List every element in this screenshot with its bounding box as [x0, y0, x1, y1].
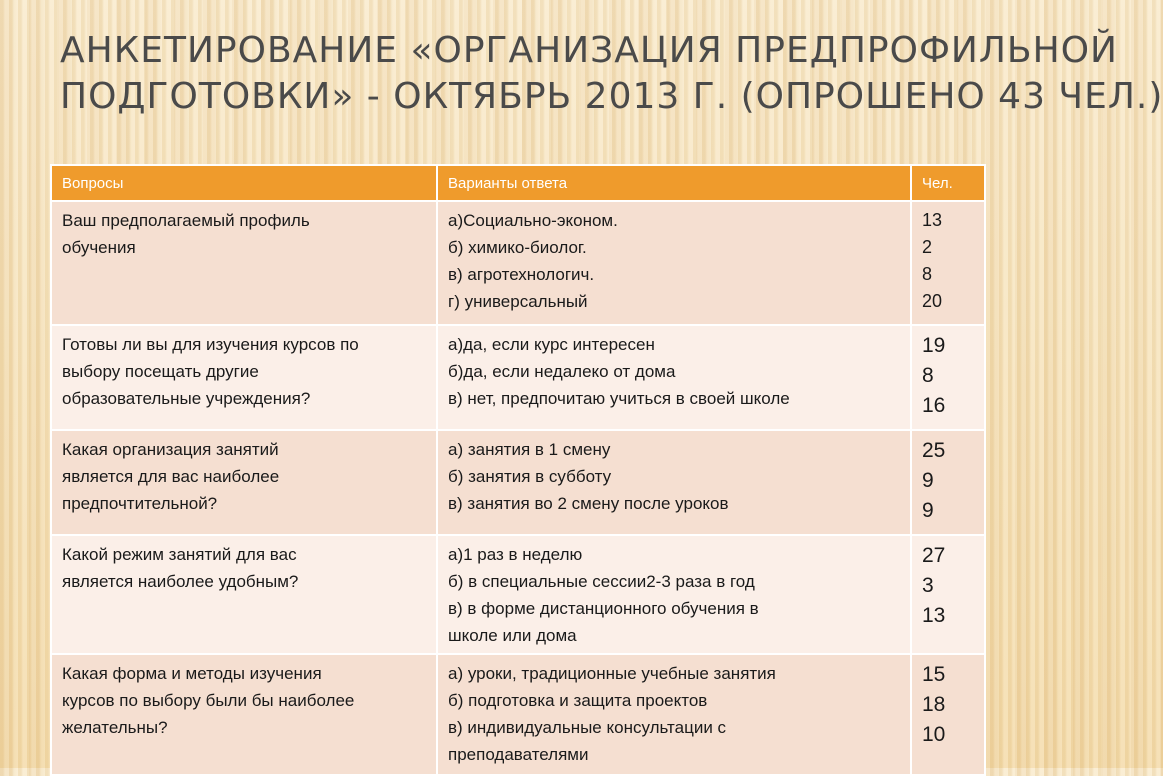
answers-cell: [437, 325, 911, 430]
answer-option: а) занятия в 1 смену: [448, 440, 611, 459]
count-value: 27: [922, 544, 946, 567]
slide-title: [60, 28, 1163, 120]
table-header-row: [51, 165, 985, 201]
count-cell: [911, 430, 985, 535]
table-row: [51, 654, 985, 775]
answer-option: в) нет, предпочитаю учиться в своей школе: [448, 389, 790, 408]
count-value: 13: [922, 604, 946, 627]
table-row: [51, 201, 985, 325]
table-row: [51, 535, 985, 654]
table-row: [51, 430, 985, 535]
answer-option: а)да, если курс интересен: [448, 335, 655, 354]
question-text: образовательные учреждения?: [62, 389, 311, 408]
question-text: предпочтительной?: [62, 494, 218, 513]
answer-option: а)1 раз в неделю: [448, 545, 583, 564]
table-row: [51, 325, 985, 430]
question-text: Какой режим занятий для вас: [62, 545, 297, 564]
question-cell: [51, 535, 437, 654]
question-text: Готовы ли вы для изучения курсов по: [62, 335, 359, 354]
answer-option: б) в специальные сессии2-3 раза в год: [448, 572, 755, 591]
question-text: является наиболее удобным?: [62, 572, 299, 591]
survey-table: [50, 164, 986, 776]
answer-option: б) химико-биолог.: [448, 238, 587, 257]
answers-cell: [437, 201, 911, 325]
answers-cell: [437, 654, 911, 775]
header-count: Чел.: [911, 165, 985, 201]
question-cell: [51, 654, 437, 775]
answer-option: в) индивидуальные консультации с: [448, 718, 727, 737]
slide-title-line-2: ПОДГОТОВКИ» - ОКТЯБРЬ 2013 Г. (ОПРОШЕНО 43 ЧЕЛ.): [60, 76, 1163, 117]
count-value: 19: [922, 334, 946, 357]
question-text: Какая организация занятий: [62, 440, 279, 459]
question-cell: [51, 325, 437, 430]
answer-option: г) универсальный: [448, 292, 588, 311]
header-answers: Варианты ответа: [437, 165, 911, 201]
answer-option: а)Социально-эконом.: [448, 211, 618, 230]
count-value: 25: [922, 439, 946, 462]
question-text: выбору посещать другие: [62, 362, 259, 381]
question-text: Какая форма и методы изучения: [62, 664, 322, 683]
header-questions: Вопросы: [51, 165, 437, 201]
count-value: 15: [922, 663, 946, 686]
answer-option: б) занятия в субботу: [448, 467, 612, 486]
count-value: 10: [922, 723, 946, 746]
question-text: Ваш предполагаемый профиль: [62, 211, 310, 230]
question-cell: [51, 201, 437, 325]
count-value: 9: [922, 469, 934, 492]
count-cell: [911, 201, 985, 325]
question-text: обучения: [62, 238, 136, 257]
answer-option: преподавателями: [448, 745, 589, 764]
question-text: курсов по выбору были бы наиболее: [62, 691, 355, 710]
answer-option: а) уроки, традиционные учебные занятия: [448, 664, 776, 683]
answer-option: в) занятия во 2 смену после уроков: [448, 494, 729, 513]
count-cell: [911, 654, 985, 775]
answer-option: б) подготовка и защита проектов: [448, 691, 708, 710]
count-cell: [911, 535, 985, 654]
question-text: желательны?: [62, 718, 168, 737]
count-value: 3: [922, 574, 934, 597]
count-value: 9: [922, 499, 934, 522]
answers-cell: [437, 430, 911, 535]
answer-option: б)да, если недалеко от дома: [448, 362, 676, 381]
question-text: является для вас наиболее: [62, 467, 280, 486]
question-cell: [51, 430, 437, 535]
count-value: 13: [922, 210, 943, 230]
answers-cell: [437, 535, 911, 654]
answer-option: школе или дома: [448, 626, 577, 645]
count-value: 16: [922, 394, 946, 417]
count-value: 18: [922, 693, 946, 716]
count-value: 20: [922, 291, 943, 311]
slide-title-line-1: АНКЕТИРОВАНИЕ «ОРГАНИЗАЦИЯ ПРЕДПРОФИЛЬНОЙ: [60, 30, 1118, 71]
count-value: 8: [922, 264, 933, 284]
answer-option: в) агротехнологич.: [448, 265, 595, 284]
answer-option: в) в форме дистанционного обучения в: [448, 599, 759, 618]
count-value: 8: [922, 364, 934, 387]
count-value: 2: [922, 237, 933, 257]
count-cell: [911, 325, 985, 430]
